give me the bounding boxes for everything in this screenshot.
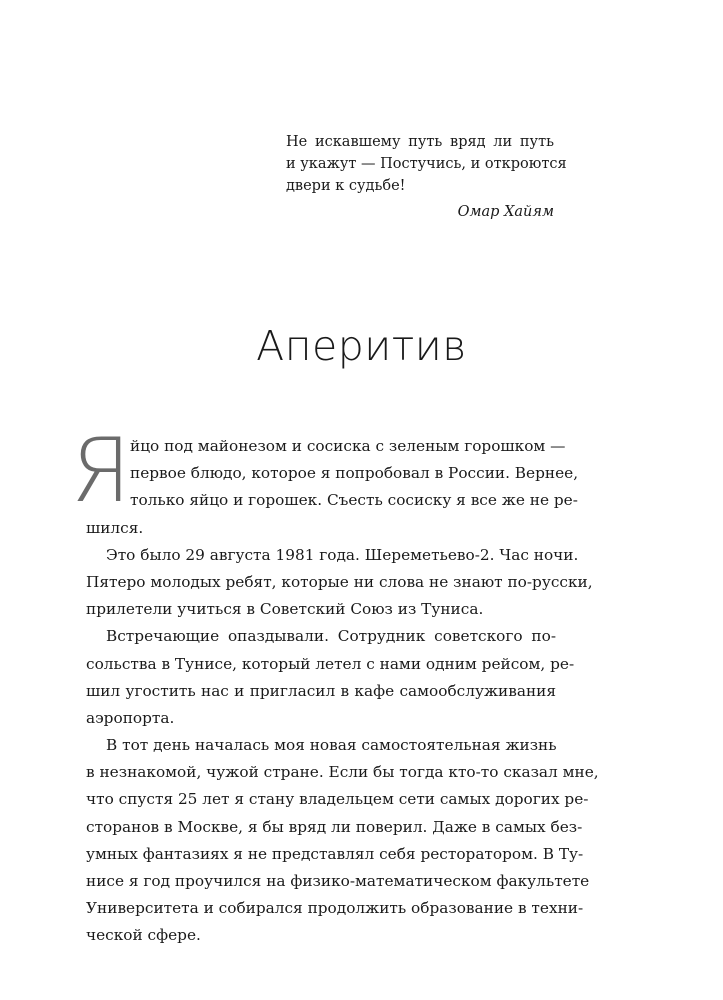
text-line: нисе я год проучился на физико-математическом факультете: [86, 872, 590, 890]
text-line: йцо под майонезом и сосиска с зеленым горошком —: [130, 437, 566, 455]
text-line: шился.: [86, 518, 144, 537]
text-line: ческой сфере.: [86, 926, 201, 945]
text-line: аэропорта.: [86, 708, 175, 727]
text-line: умных фантазиях я не представлял себя ресторатором. В Ту-: [86, 844, 584, 863]
epigraph-line: и укажут — Постучись, и откроются: [286, 156, 567, 172]
text-line: шил угостить нас и пригласил в кафе самообслуживания: [86, 681, 556, 700]
text-line: что спустя 25 лет я стану владельцем сети самых дорогих ре-: [86, 790, 589, 809]
text-line: В тот день началась моя новая самостоятельная жизнь: [106, 736, 557, 755]
epigraph: [286, 131, 567, 223]
epigraph-author: Омар Хайям: [457, 204, 554, 220]
text-line: Пятеро молодых ребят, которые ни слова не знают по-русски,: [86, 572, 593, 591]
text-line: сольства в Тунисе, который летел с нами одним рейсом, ре-: [86, 654, 575, 673]
text-line: Встречающие опаздывали. Сотрудник советского по-: [106, 627, 556, 646]
chapter-title: Аперитив: [256, 322, 467, 370]
epigraph-line: Не искавшему путь вряд ли путь: [286, 134, 554, 150]
text-line: только яйцо и горошек. Съесть сосиску я все же не ре-: [130, 491, 578, 510]
text-line: первое блюдо, которое я попробовал в России. Вернее,: [130, 464, 579, 483]
text-line: Университета и собирался продолжить образование в техни-: [86, 899, 584, 918]
text-line: прилетели учиться в Советский Союз из Туниса.: [86, 600, 484, 619]
epigraph-line: двери к судьбе!: [286, 178, 406, 194]
text-line: Это было 29 августа 1981 года. Шереметьево-2. Час ночи.: [106, 545, 579, 564]
body-text: [86, 433, 599, 950]
drop-cap: Я: [70, 419, 132, 522]
text-line: сторанов в Москве, я бы вряд ли поверил. Даже в самых без-: [86, 817, 583, 836]
text-line: в незнакомой, чужой стране. Если бы тогда кто-то сказал мне,: [86, 763, 599, 782]
